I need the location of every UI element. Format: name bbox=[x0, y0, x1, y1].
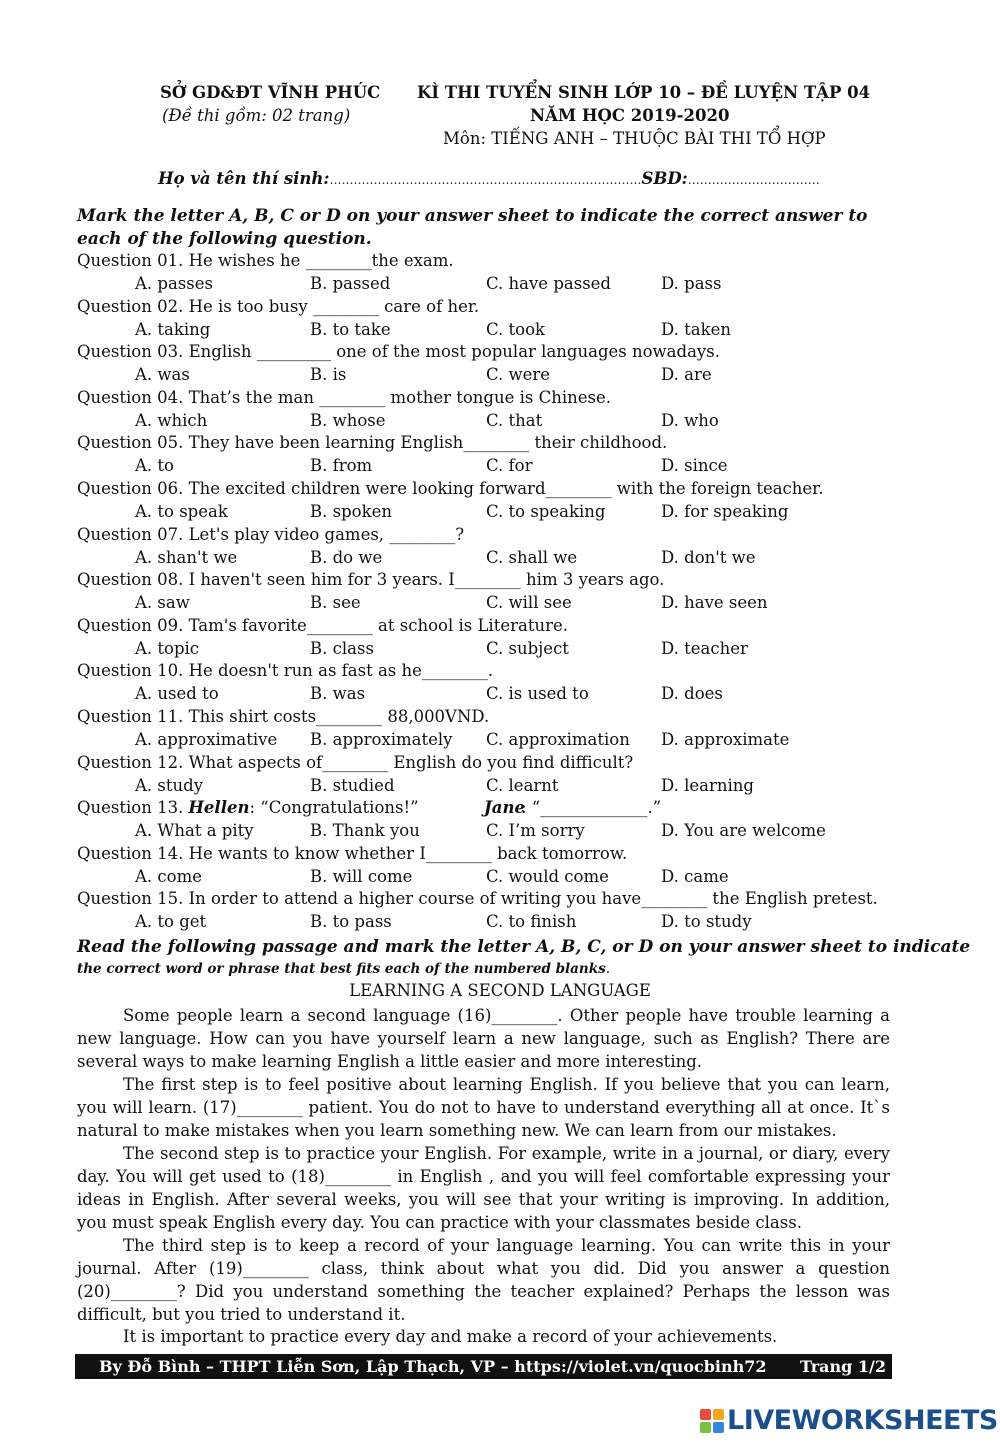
q1-option-d[interactable]: D. pass bbox=[661, 274, 722, 293]
question-04: Question 04. That’s the man ________ mother tongue is Chinese. bbox=[77, 387, 612, 407]
q11-option-a[interactable]: A. approximative bbox=[135, 730, 278, 749]
logo-square-blue bbox=[713, 1422, 724, 1433]
question-08: Question 08. I haven't seen him for 3 years. I________ him 3 years ago. bbox=[77, 570, 665, 590]
question-13 bbox=[77, 798, 662, 818]
speaker-jane: Jane bbox=[484, 798, 525, 818]
q9-option-c[interactable]: C. subject bbox=[486, 638, 569, 658]
q14-option-a[interactable]: A. come bbox=[135, 866, 202, 886]
q10-option-a[interactable]: A. used to bbox=[135, 684, 219, 704]
q5-option-d[interactable]: D. since bbox=[661, 456, 728, 476]
liveworksheets-wordmark: LIVEWORKSHEETS bbox=[727, 1405, 998, 1436]
question-01: Question 01. He wishes he ________the exam. bbox=[77, 251, 454, 270]
sbd-field[interactable]: …………………………… bbox=[687, 173, 820, 187]
instruction-part-2 bbox=[77, 936, 971, 979]
q5-option-c[interactable]: C. for bbox=[486, 456, 533, 476]
passage-paragraph-3: The second step is to practice your English. For example, write in a journal, or diary, every day. You will get used to (18)________ in English , and you will feel comfortable expressing your ideas in English. After several weeks, you will see that your writing is improving. In addition, you must speak English every day. You can practice with your classmates beside class. bbox=[77, 1144, 890, 1232]
q10-option-c[interactable]: C. is used to bbox=[486, 684, 589, 704]
q12-option-d[interactable]: D. learning bbox=[661, 775, 754, 795]
q7-option-a[interactable]: A. shan't we bbox=[135, 547, 238, 567]
q1-option-b[interactable]: B. passed bbox=[310, 274, 391, 293]
q15-option-d[interactable]: D. to study bbox=[661, 912, 752, 932]
q7-option-b[interactable]: B. do we bbox=[310, 547, 383, 567]
q6-option-d[interactable]: D. for speaking bbox=[661, 502, 789, 521]
q12-option-b[interactable]: B. studied bbox=[310, 775, 395, 795]
q12-option-c[interactable]: C. learnt bbox=[486, 775, 559, 795]
logo-square-orange bbox=[713, 1409, 724, 1420]
name-label: Họ và tên thí sinh: bbox=[158, 169, 330, 188]
q3-option-d[interactable]: D. are bbox=[661, 365, 712, 385]
q3-option-a[interactable]: A. was bbox=[135, 365, 190, 385]
q10-option-b[interactable]: B. was bbox=[310, 684, 366, 704]
name-field[interactable]: …………………………………………………………………… bbox=[329, 173, 642, 187]
q8-option-b[interactable]: B. see bbox=[310, 593, 361, 613]
q15-option-c[interactable]: C. to finish bbox=[486, 912, 577, 932]
q5-option-b[interactable]: B. from bbox=[310, 456, 373, 476]
q2-option-a[interactable]: A. taking bbox=[135, 319, 211, 339]
hellen-line: : “Congratulations!” bbox=[249, 798, 419, 818]
q3-option-b[interactable]: B. is bbox=[310, 365, 347, 385]
q6-option-c[interactable]: C. to speaking bbox=[486, 502, 606, 521]
q11-option-c[interactable]: C. approximation bbox=[486, 730, 630, 749]
question-11: Question 11. This shirt costs________ 88,000VND. bbox=[77, 707, 490, 726]
q13-option-a[interactable]: A. What a pity bbox=[135, 821, 254, 841]
liveworksheets-logo[interactable] bbox=[700, 1405, 998, 1436]
q10-option-d[interactable]: D. does bbox=[661, 684, 723, 704]
q13-option-c[interactable]: C. I’m sorry bbox=[486, 821, 585, 841]
q14-option-c[interactable]: C. would come bbox=[486, 866, 609, 886]
q6-option-b[interactable]: B. spoken bbox=[310, 502, 392, 521]
question-02: Question 02. He is too busy ________ care of her. bbox=[77, 296, 480, 316]
liveworksheets-icon bbox=[700, 1409, 724, 1433]
school-dept: SỞ GD&ĐT VĨNH PHÚC bbox=[160, 83, 381, 102]
sbd-label: SBD: bbox=[641, 169, 688, 188]
q15-option-a[interactable]: A. to get bbox=[135, 912, 207, 932]
q13-option-b[interactable]: B. Thank you bbox=[310, 821, 420, 841]
jane-line[interactable]: : “_____________.” bbox=[521, 798, 662, 818]
passage-paragraph-1: Some people learn a second language (16)________. Other people have trouble learning a new language. How can you have yourself learn a new language, such as English? There are several ways to make learning English a little easier and more interesting. bbox=[77, 1006, 890, 1071]
q8-option-a[interactable]: A. saw bbox=[135, 593, 190, 613]
question-15: Question 15. In order to attend a higher course of writing you have________ the English pretest. bbox=[77, 889, 878, 909]
footer-author: By Đỗ Bình – THPT Liễn Sơn, Lập Thạch, VP – https://violet.vn/quocbinh72 bbox=[99, 1357, 767, 1376]
passage-paragraph-5: It is important to practice every day and make a record of your achievements. bbox=[123, 1327, 778, 1346]
q15-option-b[interactable]: B. to pass bbox=[310, 912, 392, 932]
q7-option-c[interactable]: C. shall we bbox=[486, 547, 578, 567]
q4-option-c[interactable]: C. that bbox=[486, 410, 543, 430]
exam-year: NĂM HỌC 2019-2020 bbox=[530, 106, 730, 125]
instruction-part-2-line1: Read the following passage and mark the letter A, B, C, or D on your answer sheet to indicate bbox=[77, 937, 971, 957]
q8-option-d[interactable]: D. have seen bbox=[661, 593, 768, 613]
q2-option-b[interactable]: B. to take bbox=[310, 319, 391, 339]
q11-option-b[interactable]: B. approximately bbox=[310, 730, 453, 749]
passage-title: LEARNING A SECOND LANGUAGE bbox=[349, 981, 651, 1000]
q13-option-d[interactable]: D. You are welcome bbox=[661, 821, 826, 841]
footer-page-number: Trang 1/2 bbox=[799, 1357, 886, 1376]
instruction-part-2-line2: the correct word or phrase that best fits each of the numbered blanks. bbox=[77, 961, 610, 977]
q7-option-d[interactable]: D. don't we bbox=[661, 547, 756, 567]
page-count-note: (Đề thi gồm: 02 trang) bbox=[162, 106, 351, 125]
passage-paragraph-4: The third step is to keep a record of your language learning. You can write this in your journal. After (19)________ class, think about what you did. Did you answer a question (20)________? Did you understand something the teacher explained? Perhaps the lesson was difficult, but you tried to understand it. bbox=[77, 1236, 890, 1324]
q4-option-b[interactable]: B. whose bbox=[310, 410, 386, 430]
exam-subject: Môn: TIẾNG ANH – THUỘC BÀI THI TỔ HỢP bbox=[443, 129, 826, 148]
q6-option-a[interactable]: A. to speak bbox=[135, 502, 228, 521]
question-10: Question 10. He doesn't run as fast as he________. bbox=[77, 661, 494, 681]
q14-option-d[interactable]: D. came bbox=[661, 866, 729, 886]
q8-option-c[interactable]: C. will see bbox=[486, 593, 572, 613]
question-03: Question 03. English _________ one of the most popular languages nowadays. bbox=[77, 342, 720, 362]
q4-option-a[interactable]: A. which bbox=[135, 410, 208, 430]
q3-option-c[interactable]: C. were bbox=[486, 365, 551, 385]
q9-option-b[interactable]: B. class bbox=[310, 638, 374, 658]
q12-option-a[interactable]: A. study bbox=[135, 775, 204, 795]
logo-square-green bbox=[700, 1422, 711, 1433]
question-07: Question 07. Let's play video games, ________? bbox=[77, 524, 465, 544]
q4-option-d[interactable]: D. who bbox=[661, 410, 719, 430]
exam-title: KÌ THI TUYỂN SINH LỚP 10 – ĐỀ LUYỆN TẬP 04 bbox=[417, 83, 871, 102]
question-05: Question 05. They have been learning English________ their childhood. bbox=[77, 433, 668, 453]
q14-option-b[interactable]: B. will come bbox=[310, 866, 413, 886]
q9-option-a[interactable]: A. topic bbox=[135, 638, 200, 658]
question-12: Question 12. What aspects of________ English do you find difficult? bbox=[77, 752, 634, 772]
candidate-info-line bbox=[158, 169, 820, 188]
question-14: Question 14. He wants to know whether I________ back tomorrow. bbox=[77, 843, 628, 863]
q5-option-a[interactable]: A. to bbox=[135, 456, 174, 476]
q1-option-c[interactable]: C. have passed bbox=[486, 274, 611, 293]
question-stem: Question 13. bbox=[77, 798, 184, 818]
q2-option-c[interactable]: C. took bbox=[486, 319, 546, 339]
question-06: Question 06. The excited children were looking forward________ with the foreign teacher. bbox=[77, 479, 824, 498]
instruction-part-1: Mark the letter A, B, C or D on your answer sheet to indicate the correct answer to each of the following question. bbox=[77, 206, 868, 249]
q2-option-d[interactable]: D. taken bbox=[661, 319, 731, 339]
page-footer bbox=[75, 1354, 892, 1379]
q1-option-a[interactable]: A. passes bbox=[135, 274, 213, 293]
q9-option-d[interactable]: D. teacher bbox=[661, 638, 748, 658]
passage-paragraph-2: The first step is to feel positive about learning English. If you believe that you can learn, you will learn. (17)________ patient. You do not to have to understand everything all at once. It`s natural to make mistakes when you learn something new. We can learn from our mistakes. bbox=[77, 1075, 890, 1140]
speaker-hellen: Hellen bbox=[188, 798, 250, 818]
q11-option-d[interactable]: D. approximate bbox=[661, 730, 790, 749]
logo-square-red bbox=[700, 1409, 711, 1420]
question-09: Question 09. Tam's favorite________ at school is Literature. bbox=[77, 615, 568, 635]
